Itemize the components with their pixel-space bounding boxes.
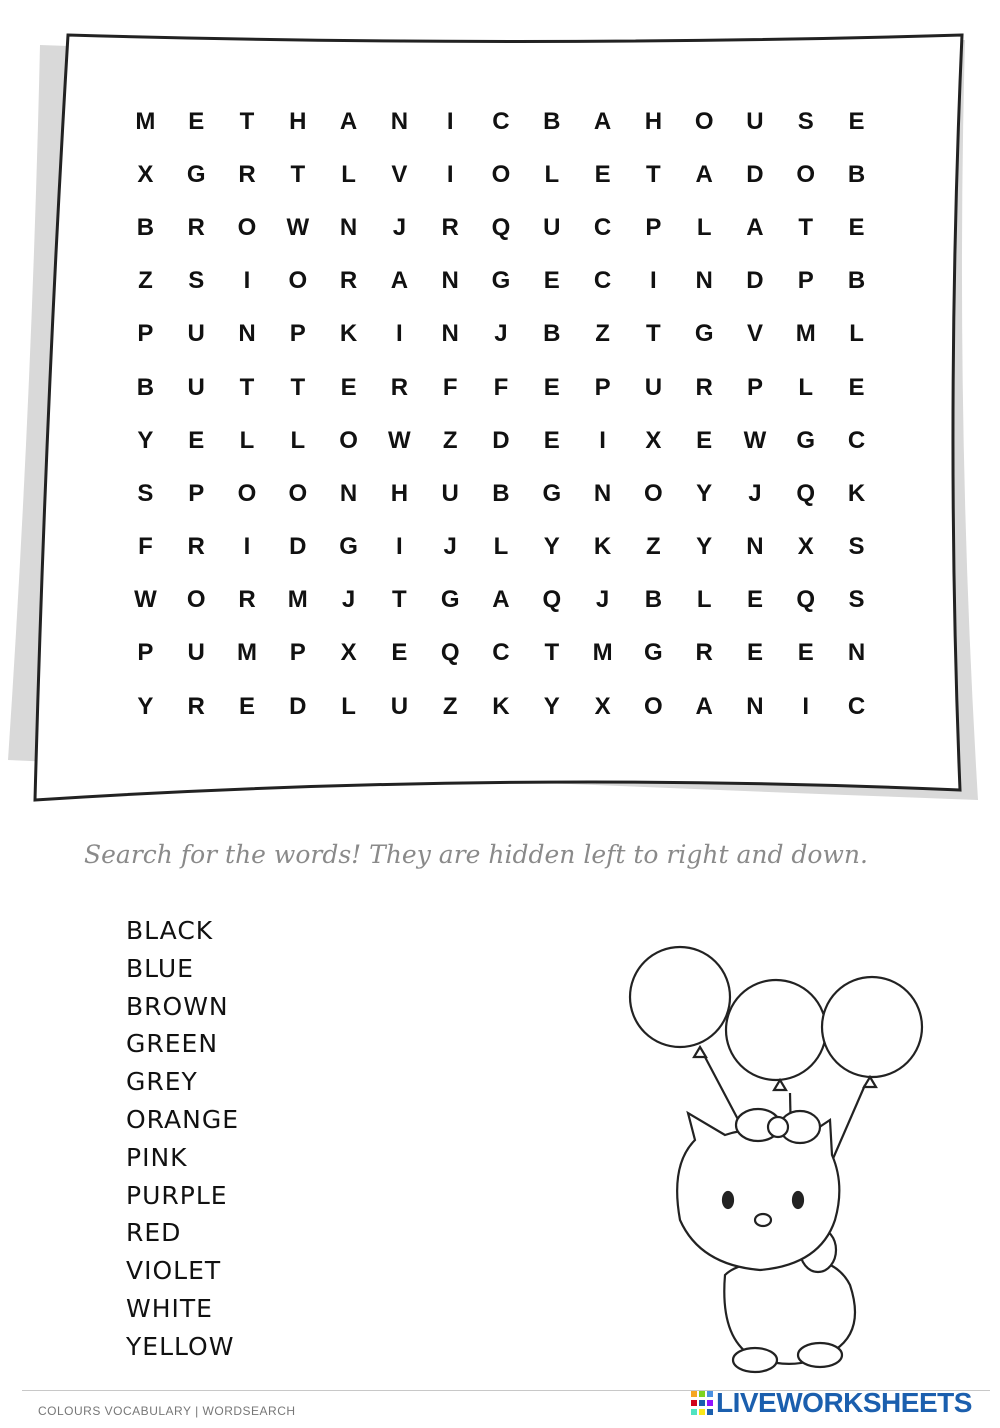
word-list-item: GREY bbox=[126, 1067, 198, 1097]
grid-cell[interactable]: T bbox=[239, 107, 255, 135]
grid-cell[interactable]: T bbox=[290, 160, 306, 188]
grid-cell[interactable]: U bbox=[644, 373, 663, 401]
grid-cell[interactable]: K bbox=[492, 692, 510, 720]
grid-cell[interactable]: C bbox=[492, 107, 510, 135]
grid-cell[interactable]: A bbox=[492, 586, 510, 614]
grid-cell[interactable]: R bbox=[238, 586, 256, 614]
word-list-item: BLACK bbox=[126, 916, 214, 945]
grid-cell[interactable]: L bbox=[341, 160, 356, 188]
word-list-item: BROWN bbox=[126, 991, 229, 1021]
grid-cell[interactable]: G bbox=[694, 320, 714, 348]
grid-cell[interactable]: O bbox=[339, 426, 358, 454]
footer-label: COLOURS VOCABULARY | WORDSEARCH bbox=[38, 1404, 296, 1418]
grid-cell[interactable]: P bbox=[289, 320, 306, 348]
grid-cell[interactable]: H bbox=[644, 107, 663, 135]
grid-cell[interactable]: N bbox=[238, 320, 256, 348]
grid-cell[interactable]: Y bbox=[137, 692, 154, 720]
grid-cell[interactable]: N bbox=[695, 267, 713, 295]
grid-cell[interactable]: X bbox=[594, 692, 611, 720]
grid-cell[interactable]: L bbox=[696, 586, 712, 614]
grid-cell[interactable]: J bbox=[443, 533, 457, 561]
grid-cell[interactable]: T bbox=[290, 373, 306, 401]
grid-cell[interactable]: I bbox=[396, 320, 403, 348]
grid-cell[interactable]: R bbox=[339, 267, 358, 295]
grid-cell[interactable]: T bbox=[392, 586, 407, 614]
grid-cell[interactable]: P bbox=[137, 320, 154, 348]
grid-cell[interactable]: A bbox=[695, 160, 713, 188]
grid-cell[interactable]: O bbox=[288, 479, 308, 507]
grid-cell[interactable]: F bbox=[442, 373, 458, 401]
grid-cell[interactable]: T bbox=[798, 213, 814, 241]
grid-cell[interactable]: K bbox=[593, 533, 612, 561]
grid-cell[interactable]: E bbox=[746, 586, 763, 614]
grid-cell[interactable]: M bbox=[135, 107, 156, 135]
grid-cell[interactable]: W bbox=[743, 426, 767, 454]
grid-cell[interactable]: R bbox=[390, 373, 409, 401]
grid-cell[interactable]: A bbox=[746, 213, 764, 241]
grid-cell[interactable]: Y bbox=[543, 692, 560, 720]
grid-cell[interactable]: Q bbox=[796, 479, 816, 507]
grid-cell[interactable]: U bbox=[746, 107, 764, 135]
grid-cell[interactable]: R bbox=[695, 639, 713, 667]
grid-cell[interactable]: P bbox=[188, 479, 205, 507]
grid-cell[interactable]: O bbox=[694, 107, 714, 135]
grid-cell[interactable]: H bbox=[390, 479, 409, 507]
grid-cell[interactable]: O bbox=[644, 479, 663, 507]
grid-cell[interactable]: F bbox=[493, 373, 509, 401]
grid-cell[interactable]: K bbox=[339, 320, 358, 348]
grid-cell[interactable]: U bbox=[543, 213, 561, 241]
grid-cell[interactable]: I bbox=[599, 426, 606, 454]
word-list-item: PURPLE bbox=[126, 1180, 228, 1210]
grid-cell[interactable]: E bbox=[848, 213, 865, 241]
grid-cell[interactable]: Z bbox=[442, 426, 458, 454]
grid-cell[interactable]: J bbox=[595, 586, 610, 614]
liveworksheets-brand[interactable] bbox=[690, 1388, 972, 1418]
grid-cell[interactable]: Z bbox=[646, 533, 661, 561]
grid-cell[interactable]: N bbox=[441, 320, 459, 348]
grid-cell[interactable]: E bbox=[391, 639, 408, 667]
grid-cell[interactable]: V bbox=[391, 160, 408, 188]
grid-cell[interactable]: L bbox=[290, 426, 306, 454]
grid-cell[interactable]: Y bbox=[696, 479, 713, 507]
grid-cell[interactable]: Z bbox=[442, 692, 458, 720]
grid-cell[interactable]: X bbox=[797, 533, 814, 561]
grid-cell[interactable]: G bbox=[796, 426, 816, 454]
word-list bbox=[126, 912, 239, 1366]
grid-cell[interactable]: Q bbox=[491, 213, 511, 241]
grid-cell[interactable]: R bbox=[238, 160, 256, 188]
grid-cell[interactable]: E bbox=[340, 373, 357, 401]
grid-cell[interactable]: N bbox=[441, 267, 459, 295]
grid-cell[interactable]: E bbox=[188, 426, 205, 454]
grid-cell[interactable]: C bbox=[847, 426, 866, 454]
grid-cell[interactable]: O bbox=[186, 586, 206, 614]
grid-cell[interactable]: X bbox=[137, 160, 154, 188]
grid-cell[interactable]: T bbox=[646, 160, 661, 188]
grid-cell[interactable]: O bbox=[644, 692, 663, 720]
grid-cell[interactable]: D bbox=[746, 267, 764, 295]
grid-cell[interactable]: T bbox=[544, 639, 560, 667]
word-list-item: VIOLET bbox=[126, 1256, 222, 1286]
grid-cell[interactable]: Q bbox=[440, 639, 460, 667]
grid-cell[interactable]: W bbox=[388, 426, 411, 454]
grid-cell[interactable]: Q bbox=[796, 586, 816, 614]
grid-cell[interactable]: S bbox=[188, 267, 205, 295]
liveworksheets-logo-icon bbox=[690, 1390, 714, 1416]
grid-cell[interactable]: R bbox=[695, 373, 713, 401]
grid-cell[interactable]: L bbox=[493, 533, 509, 561]
grid-cell[interactable]: J bbox=[494, 320, 508, 348]
grid-cell[interactable]: L bbox=[544, 160, 560, 188]
grid-cell[interactable]: R bbox=[187, 533, 205, 561]
grid-cell[interactable]: N bbox=[339, 213, 358, 241]
grid-cell[interactable]: I bbox=[243, 533, 251, 561]
grid-cell[interactable]: J bbox=[748, 479, 762, 507]
letter-grid bbox=[120, 95, 880, 733]
brand-name: LIVEWORKSHEETS bbox=[716, 1387, 972, 1418]
word-list-item: WHITE bbox=[126, 1293, 213, 1323]
grid-cell[interactable]: C bbox=[492, 639, 510, 667]
grid-cell[interactable]: I bbox=[802, 692, 810, 720]
grid-cell[interactable]: A bbox=[339, 107, 358, 135]
grid-cell[interactable]: G bbox=[339, 533, 358, 561]
kitten-with-balloons-icon bbox=[620, 935, 940, 1385]
grid-cell[interactable]: G bbox=[186, 160, 206, 188]
grid-cell[interactable]: E bbox=[543, 373, 560, 401]
grid-cell[interactable]: V bbox=[746, 320, 763, 348]
word-list-item: BLUE bbox=[126, 953, 194, 983]
grid-cell[interactable]: E bbox=[543, 267, 560, 295]
grid-cell[interactable]: P bbox=[137, 639, 154, 667]
grid-cell[interactable]: R bbox=[187, 692, 205, 720]
grid-cell[interactable]: E bbox=[848, 373, 865, 401]
grid-cell[interactable]: U bbox=[187, 320, 205, 348]
grid-cell[interactable]: E bbox=[746, 639, 763, 667]
grid-cell[interactable]: N bbox=[746, 533, 764, 561]
grid-cell[interactable]: N bbox=[847, 639, 866, 667]
grid-cell[interactable]: B bbox=[136, 373, 155, 401]
grid-cell[interactable]: J bbox=[392, 213, 407, 241]
grid-cell[interactable]: E bbox=[848, 107, 865, 135]
grid-cell[interactable]: S bbox=[797, 107, 814, 135]
grid-cell[interactable]: N bbox=[390, 107, 409, 135]
grid-cell[interactable]: I bbox=[650, 267, 657, 295]
grid-cell[interactable]: B bbox=[543, 320, 561, 348]
grid-cell[interactable]: C bbox=[593, 267, 612, 295]
grid-cell[interactable]: N bbox=[339, 479, 358, 507]
grid-cell[interactable]: P bbox=[746, 373, 763, 401]
grid-cell[interactable]: E bbox=[594, 160, 611, 188]
grid-cell[interactable]: E bbox=[188, 107, 205, 135]
grid-cell[interactable]: E bbox=[696, 426, 713, 454]
grid-cell[interactable]: L bbox=[341, 692, 356, 720]
grid-cell[interactable]: I bbox=[243, 267, 251, 295]
grid-cell[interactable]: D bbox=[746, 160, 764, 188]
grid-cell[interactable]: O bbox=[237, 213, 257, 241]
grid-cell[interactable]: E bbox=[543, 426, 560, 454]
grid-cell[interactable]: N bbox=[746, 692, 764, 720]
grid-cell[interactable]: G bbox=[440, 586, 460, 614]
grid-cell[interactable]: R bbox=[441, 213, 459, 241]
grid-cell[interactable]: W bbox=[286, 213, 310, 241]
grid-cell[interactable]: T bbox=[646, 320, 661, 348]
grid-cell[interactable]: E bbox=[797, 639, 814, 667]
grid-cell[interactable]: H bbox=[289, 107, 307, 135]
grid-cell[interactable]: Y bbox=[543, 533, 560, 561]
grid-cell[interactable]: B bbox=[543, 107, 561, 135]
grid-cell[interactable]: Y bbox=[137, 426, 154, 454]
grid-cell[interactable]: D bbox=[289, 692, 307, 720]
grid-cell[interactable]: U bbox=[441, 479, 459, 507]
grid-cell[interactable]: M bbox=[287, 586, 308, 614]
word-list-item: RED bbox=[126, 1218, 182, 1248]
grid-cell[interactable]: L bbox=[696, 213, 712, 241]
grid-cell[interactable]: X bbox=[340, 639, 357, 667]
grid-cell[interactable]: M bbox=[795, 320, 816, 348]
grid-cell[interactable]: O bbox=[491, 160, 511, 188]
grid-cell[interactable]: U bbox=[187, 373, 205, 401]
grid-cell[interactable]: L bbox=[239, 426, 255, 454]
grid-cell[interactable]: Z bbox=[138, 267, 153, 295]
grid-cell[interactable]: B bbox=[136, 213, 155, 241]
grid-cell[interactable]: M bbox=[592, 639, 613, 667]
grid-cell[interactable]: A bbox=[695, 692, 713, 720]
grid-cell[interactable]: M bbox=[236, 639, 257, 667]
grid-cell[interactable]: S bbox=[848, 533, 865, 561]
grid-cell[interactable]: W bbox=[134, 586, 157, 614]
word-list-item: PINK bbox=[126, 1142, 188, 1172]
grid-cell[interactable]: I bbox=[396, 533, 403, 561]
grid-cell[interactable]: B bbox=[847, 160, 866, 188]
grid-cell[interactable]: O bbox=[796, 160, 816, 188]
grid-cell[interactable]: Q bbox=[542, 586, 562, 614]
word-list-item: GREEN bbox=[126, 1029, 219, 1059]
grid-cell[interactable]: S bbox=[137, 479, 154, 507]
instructions-text: Search for the words! They are hidden left to right and down. bbox=[84, 840, 868, 869]
grid-cell[interactable]: G bbox=[491, 267, 511, 295]
grid-cell[interactable]: A bbox=[593, 107, 612, 135]
grid-cell[interactable]: P bbox=[594, 373, 611, 401]
grid-cell[interactable]: X bbox=[645, 426, 662, 454]
grid-cell[interactable]: O bbox=[288, 267, 308, 295]
grid-cell[interactable]: P bbox=[289, 639, 306, 667]
grid-cell[interactable]: P bbox=[645, 213, 662, 241]
word-list-item: YELLOW bbox=[126, 1331, 235, 1361]
grid-cell[interactable]: G bbox=[644, 639, 663, 667]
grid-cell[interactable]: Z bbox=[595, 320, 610, 348]
grid-cell[interactable]: N bbox=[593, 479, 612, 507]
grid-cell[interactable]: G bbox=[542, 479, 562, 507]
grid-cell[interactable]: D bbox=[492, 426, 510, 454]
grid-cell[interactable]: Y bbox=[696, 533, 713, 561]
grid-cell[interactable]: J bbox=[341, 586, 356, 614]
grid-cell[interactable]: O bbox=[237, 479, 257, 507]
grid-cell[interactable]: F bbox=[138, 533, 153, 561]
word-list-item: ORANGE bbox=[126, 1104, 240, 1134]
grid-cell[interactable]: A bbox=[390, 267, 409, 295]
grid-cell[interactable]: I bbox=[446, 107, 454, 135]
grid-cell[interactable]: L bbox=[849, 320, 864, 348]
grid-cell[interactable]: T bbox=[239, 373, 255, 401]
grid-cell[interactable]: S bbox=[848, 586, 865, 614]
grid-cell[interactable]: P bbox=[797, 267, 814, 295]
grid-cell[interactable]: B bbox=[644, 586, 663, 614]
grid-cell[interactable]: R bbox=[187, 213, 205, 241]
grid-cell[interactable]: C bbox=[847, 692, 866, 720]
grid-cell[interactable]: B bbox=[847, 267, 866, 295]
grid-cell[interactable]: D bbox=[289, 533, 307, 561]
grid-cell[interactable]: K bbox=[847, 479, 866, 507]
grid-cell[interactable]: L bbox=[798, 373, 814, 401]
grid-cell[interactable]: I bbox=[446, 160, 454, 188]
grid-cell[interactable]: B bbox=[492, 479, 510, 507]
grid-cell[interactable]: U bbox=[390, 692, 409, 720]
grid-cell[interactable]: C bbox=[593, 213, 612, 241]
grid-cell[interactable]: U bbox=[187, 639, 205, 667]
grid-cell[interactable]: E bbox=[238, 692, 255, 720]
